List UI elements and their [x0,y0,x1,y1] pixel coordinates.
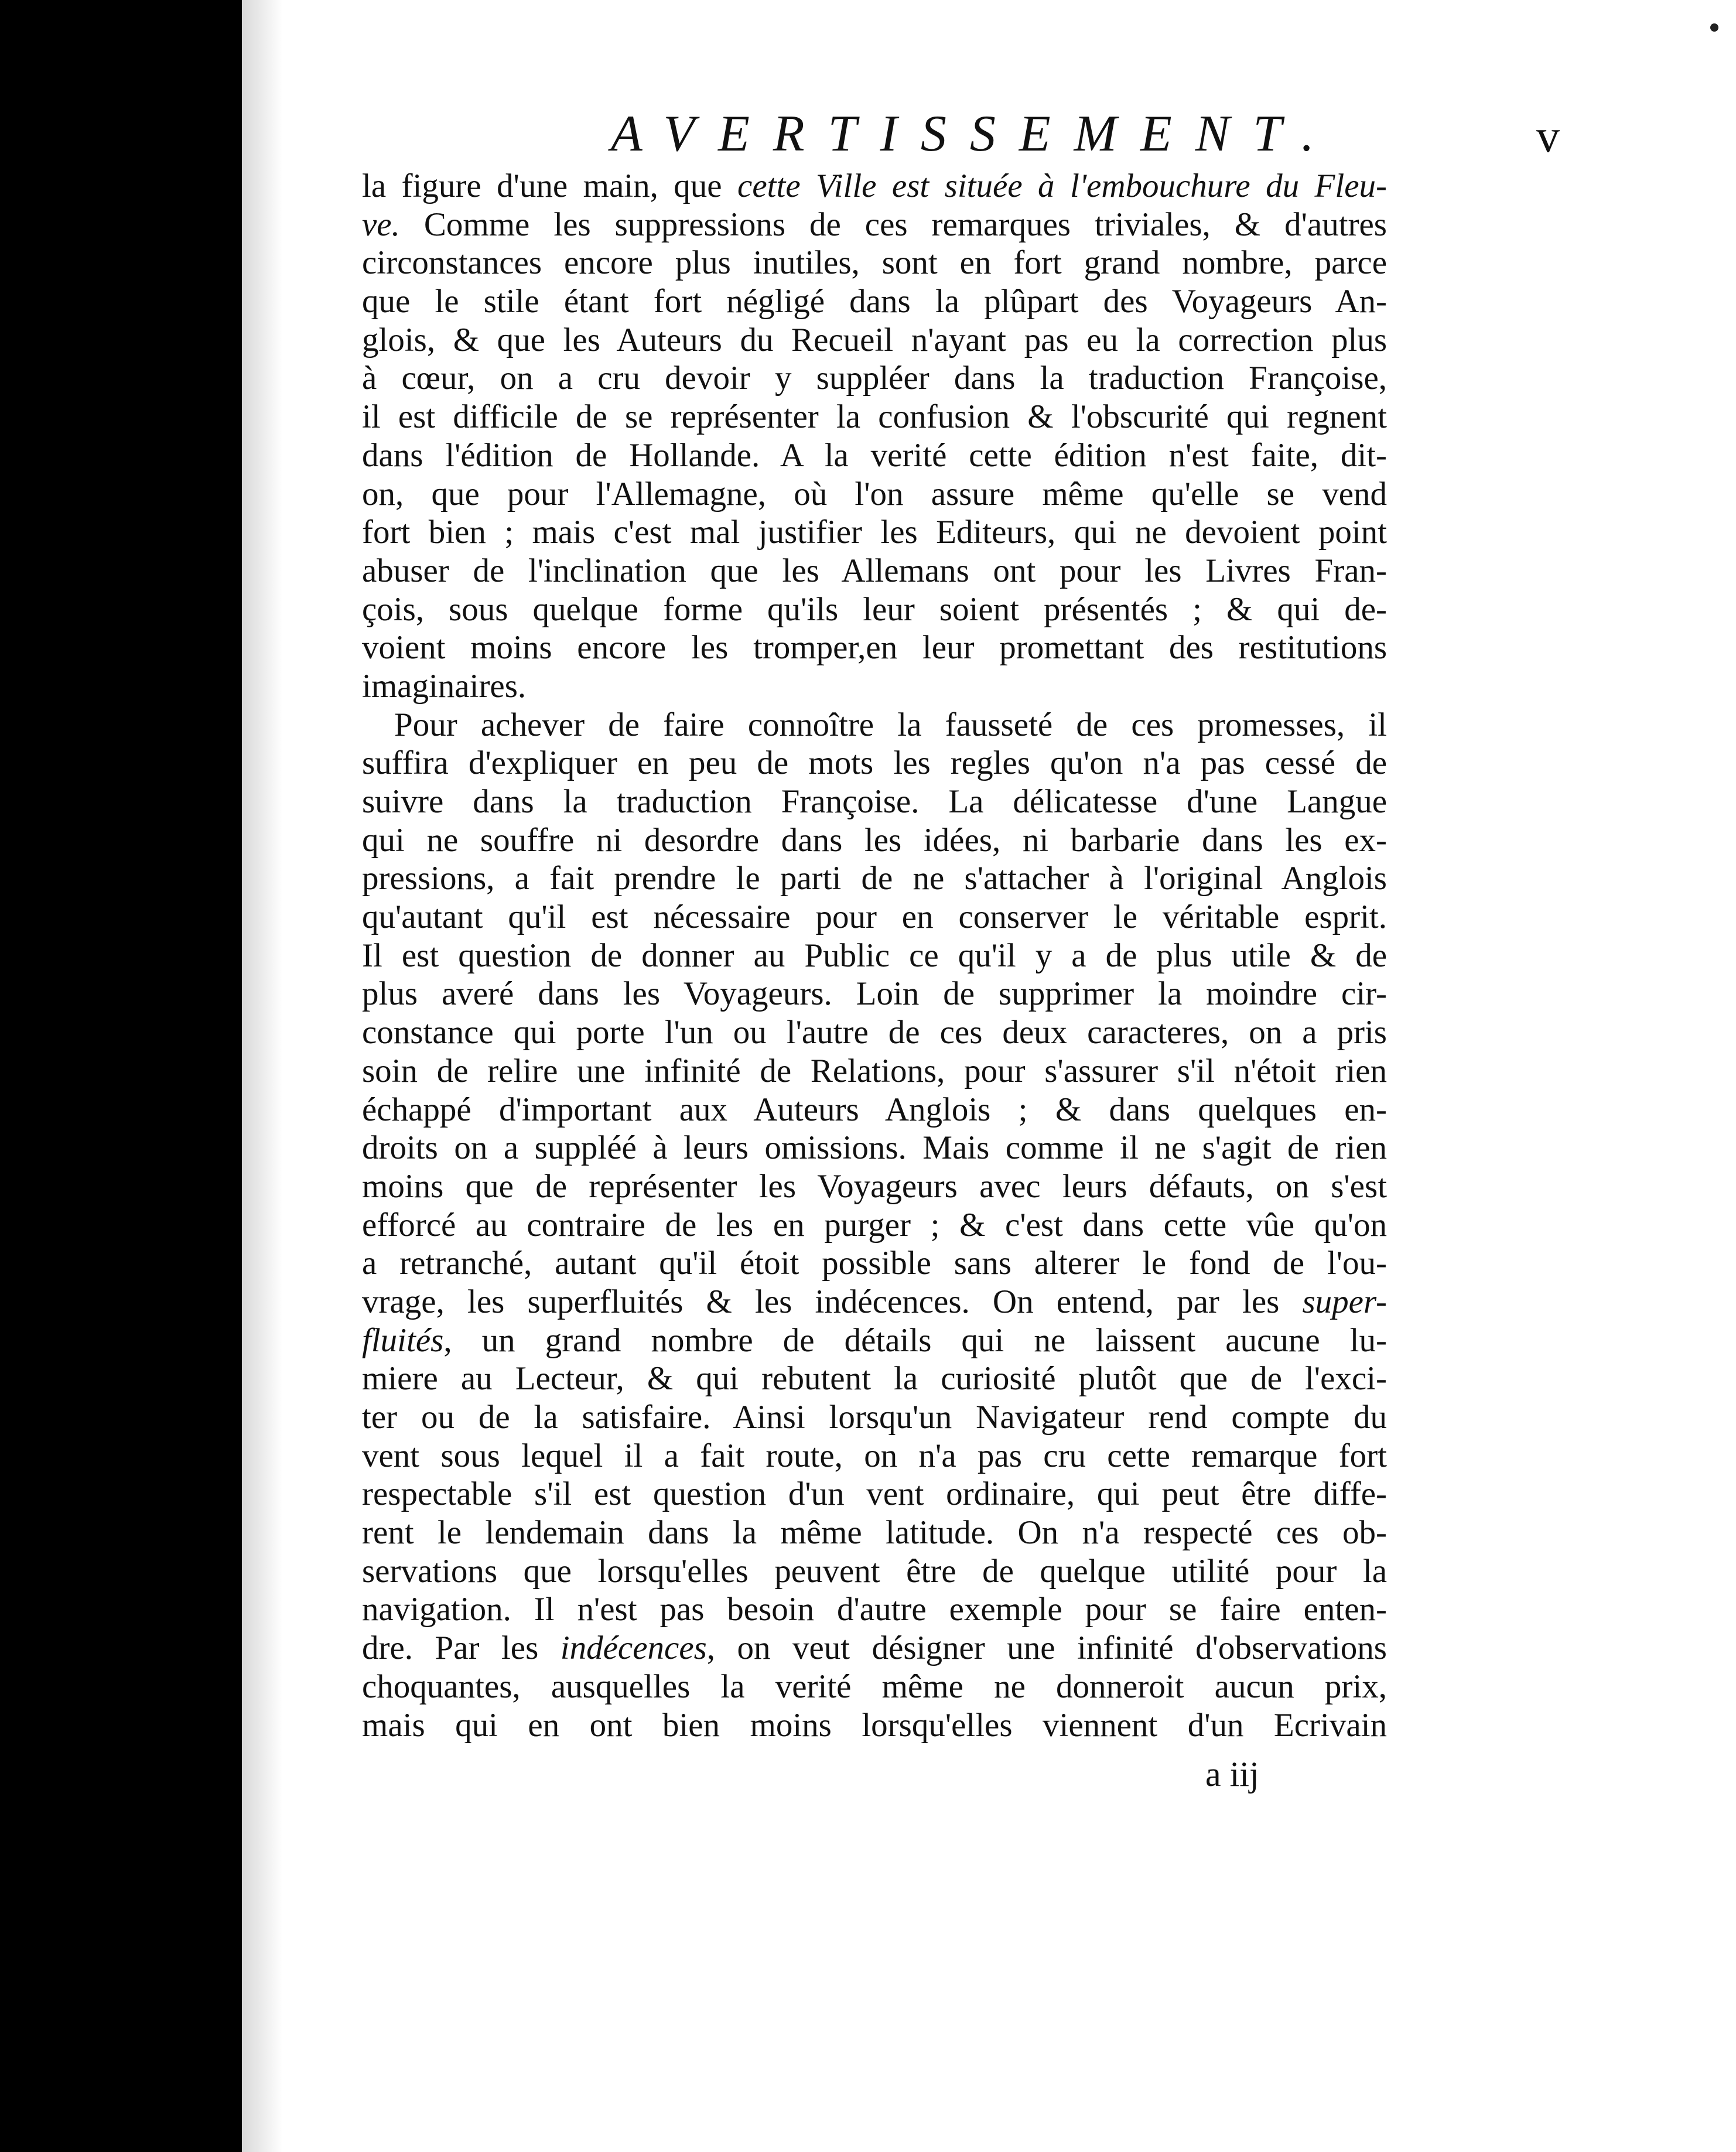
roman-text: abuser de l'inclination que les Allemans ont pour les Livres Fran- [362,552,1387,589]
text-line [362,1629,1387,1668]
roman-text: voient moins encore les tromper,en leur promettant des restitutions [362,629,1387,667]
page-gutter-shadow [242,0,283,2152]
text-line [362,1514,1387,1552]
page-number: v [1536,111,1560,162]
roman-text: fort bien ; mais c'est mal justifier les Editeurs, qui ne devoient point [362,514,1387,551]
text-line [362,821,1387,860]
roman-text: a retranché, autant qu'il étoit possible sans alterer le fond de l'ou- [362,1245,1387,1282]
roman-text: vrage, les superfluités & les indécences. On entend, par les [362,1283,1303,1320]
book-page [242,0,1736,2152]
roman-text: rent le lendemain dans la même latitude. On n'a respecté ces ob- [362,1514,1387,1552]
text-line [362,628,1387,667]
roman-text: suivre dans la traduction Françoise. La délicatesse d'une Langue [362,783,1387,820]
text-line [362,975,1387,1013]
text-line [362,1475,1387,1514]
roman-text: que le stile étant fort négligé dans la plûpart des Voyageurs An- [362,283,1387,320]
roman-text: droits on a suppléé à leurs omissions. Mais comme il ne s'agit de rien [362,1129,1387,1167]
roman-text: qu'autant qu'il est nécessaire pour en conserver le véritable esprit. [362,899,1387,936]
roman-text: ter ou de la satisfaire. Ainsi lorsqu'un Navigateur rend compte du [362,1399,1387,1436]
roman-text: Il est question de donner au Public ce qu'il y a de plus utile & de [362,937,1387,974]
text-line [362,1244,1387,1283]
roman-text: , on veut désigner une infinité d'observations [706,1630,1387,1667]
text-line [362,1321,1387,1360]
text-line [362,859,1387,898]
roman-text: efforcé au contraire de les en purger ; & c'est dans cette vûe qu'on [362,1206,1387,1244]
signature-mark: a iij [1205,1755,1259,1794]
roman-text: dre. Par les [362,1630,561,1667]
italic-text: fluités [362,1321,444,1359]
roman-text: moins que de représenter les Voyageurs avec leurs défauts, on s'est [362,1167,1387,1205]
text-line [362,1206,1387,1245]
text-line [362,1052,1387,1091]
italic-text: indécences [560,1630,707,1667]
roman-text: vent sous lequel il a fait route, on n'a pas cru cette remarque fort [362,1437,1387,1474]
roman-text: Pour achever de faire connoître la fausseté de ces promesses, il [394,706,1387,743]
running-title: AVERTISSEMENT. [611,105,1338,162]
text-line [362,398,1387,436]
italic-text: cette Ville est située à l'embouchure du Fleu- [737,168,1387,204]
text-line [362,1283,1387,1321]
text-line [362,783,1387,821]
text-line [362,1590,1387,1629]
text-line [362,436,1387,475]
text-line [362,1013,1387,1052]
roman-text: navigation. Il n'est pas besoin d'autre exemple pour se faire enten- [362,1591,1387,1628]
roman-text: miere au Lecteur, & qui rebutent la curiosité plutôt que de l'exci- [362,1360,1387,1398]
page-edge-mark [1710,23,1718,32]
text-line [362,282,1387,321]
roman-text: imaginaires. [362,667,527,705]
text-line [362,475,1387,514]
roman-text: constance qui porte l'un ou l'autre de ces deux caracteres, on a pris [362,1014,1387,1051]
roman-text: servations que lorsqu'elles peuvent être de quelque utilité pour la [362,1552,1387,1590]
text-line [362,590,1387,629]
text-line [362,1091,1387,1129]
text-line [362,937,1387,975]
text-line [362,744,1387,783]
roman-text: dans l'édition de Hollande. A la verité cette édition n'est faite, dit- [362,436,1387,474]
text-line [362,206,1387,244]
text-line [362,1359,1387,1398]
text-line [362,1167,1387,1206]
italic-text: ve. [362,206,400,243]
roman-text: çois, sous quelque forme qu'ils leur soient présentés ; & qui de- [362,590,1387,628]
roman-text: qui ne souffre ni desordre dans les idées, ni barbarie dans les ex- [362,821,1387,859]
roman-text: il est difficile de se représenter la confusion & l'obscurité qui regnent [362,398,1387,436]
roman-text: plus averé dans les Voyageurs. Loin de supprimer la moindre cir- [362,975,1387,1013]
roman-text: soin de relire une infinité de Relations, pour s'assurer s'il n'étoit rien [362,1052,1387,1089]
roman-text: circonstances encore plus inutiles, sont en fort grand nombre, parce [362,244,1387,282]
roman-text: respectable s'il est question d'un vent ordinaire, qui peut être diffe- [362,1475,1387,1513]
text-line [362,706,1387,744]
roman-text: pressions, a fait prendre le parti de ne s'attacher à l'original Anglois [362,860,1387,897]
text-line [362,1552,1387,1591]
body-text [362,167,1387,1744]
text-line [362,1668,1387,1706]
page-header [330,104,1560,175]
text-line [362,898,1387,937]
roman-text: , un grand nombre de détails qui ne laissent aucune lu- [443,1321,1387,1359]
text-line [362,1398,1387,1437]
roman-text: la figure d'une main, que [362,168,738,204]
text-line [362,667,1387,706]
text-line [362,244,1387,282]
text-line [362,1437,1387,1475]
roman-text: glois, & que les Auteurs du Recueil n'ayant pas eu la correction plus [362,321,1387,358]
text-line [362,1706,1387,1745]
roman-text: à cœur, on a cru devoir y suppléer dans la traduction Françoise, [362,360,1387,397]
text-line [362,321,1387,360]
text-line [362,513,1387,552]
italic-text: super- [1302,1283,1387,1320]
roman-text: échappé d'important aux Auteurs Anglois ; & dans quelques en- [362,1091,1387,1128]
text-line [362,1129,1387,1167]
roman-text: suffira d'expliquer en peu de mots les regles qu'on n'a pas cessé de [362,744,1387,782]
text-line [362,552,1387,590]
roman-text: mais qui en ont bien moins lorsqu'elles viennent d'un Ecrivain [362,1706,1387,1744]
roman-text: choquantes, ausquelles la verité même ne donneroit aucun prix, [362,1668,1387,1705]
text-line [362,167,1387,206]
roman-text: Comme les suppressions de ces remarques triviales, & d'autres [399,206,1387,243]
roman-text: on, que pour l'Allemagne, où l'on assure même qu'elle se vend [362,475,1387,513]
text-line [362,359,1387,398]
